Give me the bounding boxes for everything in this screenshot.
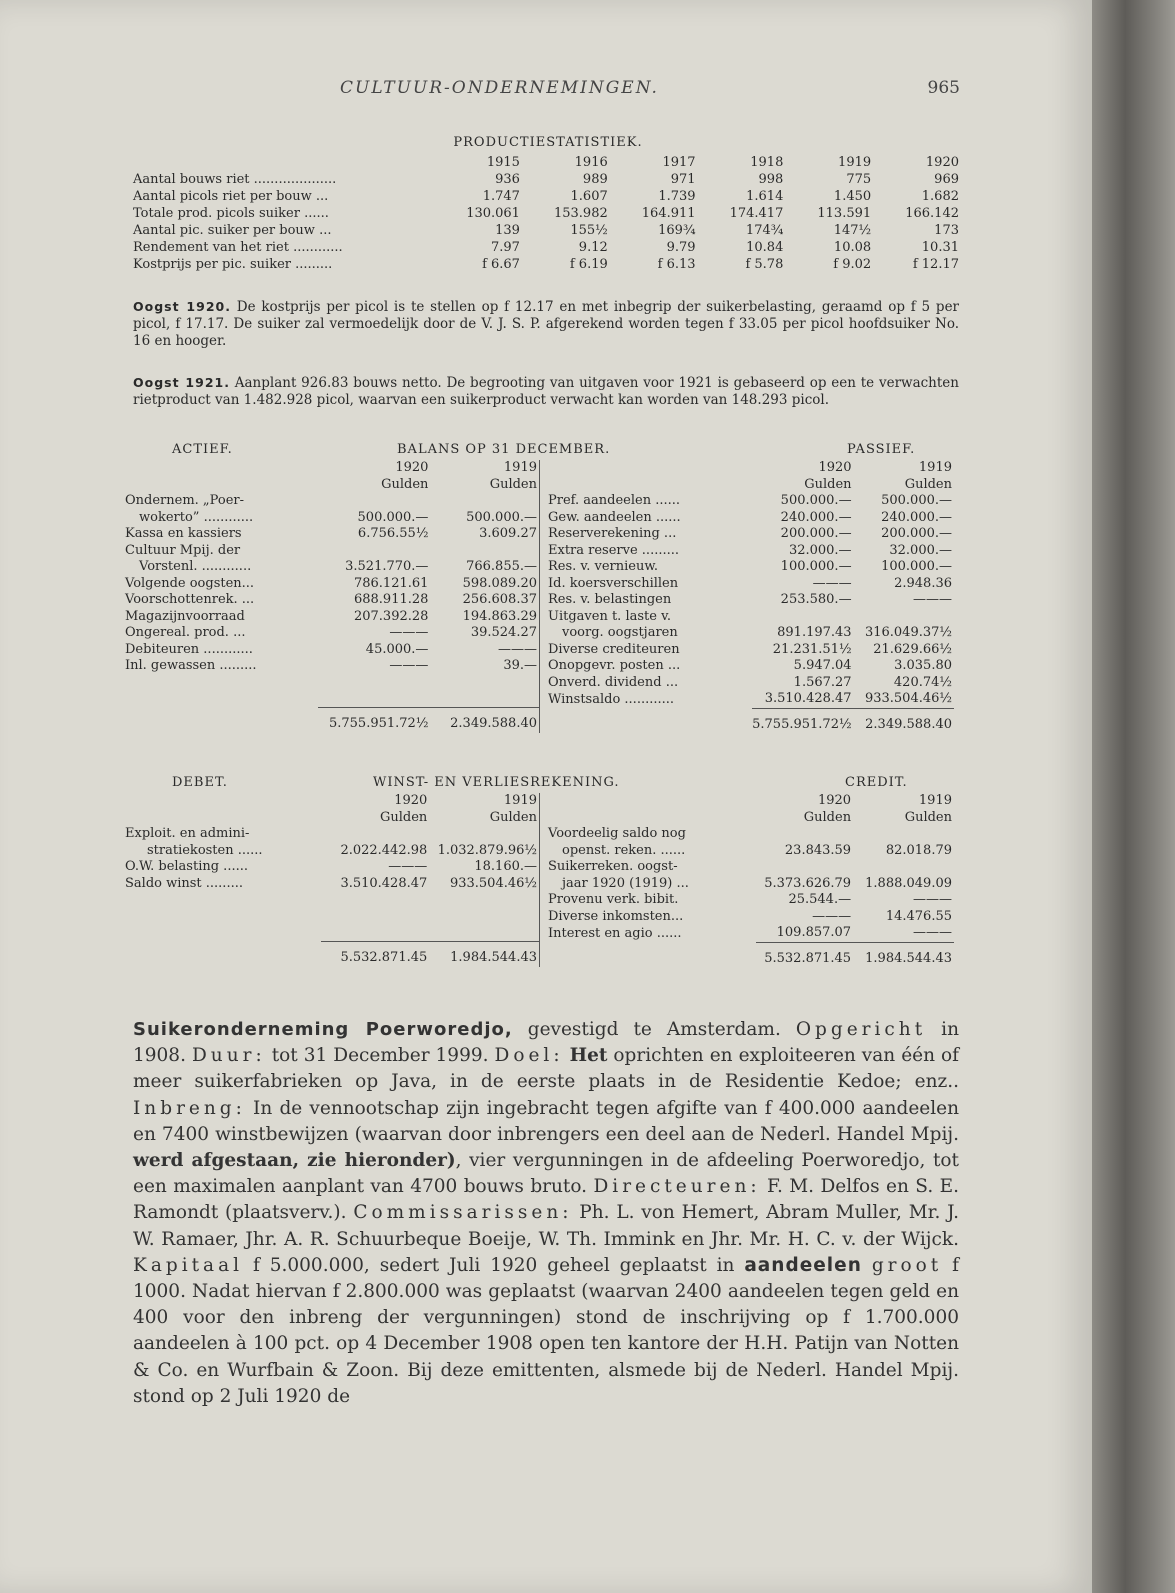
value-cell: 10.08 [833,240,872,255]
value-cell: 174.417 [729,206,784,221]
harvest-1920-text: De kostprijs per picol is te stellen op f 12.17 en met inbegrip der suikerbelasting, geraamd op f 5 per picol, f 17.17. De suiker zal vermoedelijk door de V. J. S. P. afgerekend worden tegen f 33.05 per picol hoofdsuiker No. 16 en hooger. [133,299,960,349]
keyword-aandeelen: aandeelen [744,1254,862,1276]
harvest-1921-text: Aanplant 926.83 bouws netto. De begrooting van uitgaven voor 1921 is gebaseerd op een te verwachten rietproduct van 1.482.928 picol, waarvan een suikerproduct verwacht kan worden van 148.293 picol. [133,375,959,408]
production-row [133,239,963,256]
unit-header: Gulden [489,809,537,825]
asset-row: wokerto” ............ 500.000.— 500.000.— [139,509,537,525]
total-cell: 5.532.871.45 [756,942,853,967]
year-cell: 1918 [750,155,784,170]
value-cell: 130.061 [466,206,520,221]
unit-header: Gulden [803,809,852,825]
production-row [133,256,963,273]
unit-header: Gulden [489,476,537,492]
keyword-groot: groot [871,1254,943,1276]
asset-row: Magazijnvoorraad 207.392.28 194.863.29 [125,608,537,624]
value-cell: f 6.13 [657,257,696,272]
total-cell: 5.755.951.72½ [318,708,430,733]
value-cell: 1.682 [921,189,959,204]
harvest-1920-label: Oogst 1920. [133,299,231,314]
total-cell: 5.755.951.72½ [752,708,853,733]
actief-heading: ACTIEF. [172,442,233,457]
year-cell: 1920 [925,155,959,170]
harvest-1921-label: Oogst 1921. [133,375,230,390]
value-cell: 9.12 [578,240,608,255]
total-cell: 2.349.588.40 [430,708,539,733]
value-cell: 775 [846,172,872,187]
keyword-opgericht: Opgericht [795,1019,927,1040]
value-cell: f 12.17 [912,257,959,272]
value-cell: 7.97 [491,240,520,255]
value-cell: 1.450 [833,189,872,204]
row-label: Totale prod. picols suiker ...... [133,206,329,221]
harvest-1921-paragraph [133,374,959,409]
credit-total-row [540,942,954,967]
liability-row: Res. v. vernieuw. 100.000.— 100.000.— [548,559,952,574]
production-row [133,205,963,222]
production-row [133,171,963,188]
running-header [130,78,960,102]
value-cell: 1.614 [746,189,784,204]
liability-row: Diverse crediteuren 21.231.51½ 21.629.66½ [548,641,952,657]
liability-row: voorg. oogstjaren 891.197.43 316.049.37½ [562,625,952,640]
credit-row: Suikerreken. oogst- [548,859,678,874]
value-cell: 971 [670,172,696,187]
asset-row: Volgende oogsten... 786.121.61 598.089.20 [125,575,537,591]
unit-header: Gulden [379,809,428,825]
row-label: Aantal picols riet per bouw ... [133,189,329,204]
year-header: 1919 [918,460,952,475]
asset-row: Ondernem. „Poer- [125,493,244,508]
balance-assets [125,460,539,733]
year-cell: 1915 [486,155,520,170]
company-paragraph: Suikeronderneming Poerworedjo, gevestigd te Amsterdam. Opgericht in 1908. Duur: tot 31 December 1999. Doel: Het oprichten en exploiteeren van één of meer suikerfabrieken op Java, in de eerste plaats in de Residentie Kedoe; enz.. Inbreng: In de vennootschap zijn ingebracht tegen afgifte van f 400.000 aandeelen en 7400 winstbewijzen (waarvan door inbrengers een deel aan de Nederl. Handel Mpij. werd afgestaan, zie hieronder), vier vergunningen in de afdeeling Poerworedjo, tot een maximalen aanplant van 4700 bouws bruto. Directeuren: F. M. Delfos en S. E. Ramondt (plaatsverv.). Commissarissen: Ph. L. von Hemert, Abram Muller, Mr. J. W. Ramaer, Jhr. A. R. Schuurbeque Boeije, W. Th. Immink en Jhr. Mr. H. C. v. der Wijck. Kapitaal f 5.000.000, sedert Juli 1920 geheel geplaatst in aandeelen groot f 1000. Nadat hiervan f 2.800.000 was geplaatst (waarvan 2400 aandeelen tegen geld en 400 voor den inbreng der vergunningen) stond de inschrijving op f 1.700.000 aandeelen à 100 pct. op 4 December 1908 open ten kantore der H.H. Patijn van Notten & Co. en Wurfbain & Zoon. Bij deze emittenten, alsmede bij de Nederl. Handel Mpij. stond op 2 Juli 1920 de [133,1019,959,1407]
production-caption: PRODUCTIESTATISTIEK. [453,135,643,150]
value-cell: 153.982 [553,206,608,221]
value-cell: 998 [758,172,784,187]
value-cell: f 5.78 [745,257,784,272]
production-year-row [133,154,963,171]
asset-row: Voorschottenrek. ... 688.911.28 256.608.37 [125,592,537,607]
assets-table [125,460,539,733]
value-cell: 147½ [833,223,872,238]
keyword-commissarissen: Commissarissen: [353,1202,573,1224]
value-cell: 169¾ [658,223,696,238]
assets-total-row [125,708,539,733]
value-cell: 989 [582,172,608,187]
value-cell: 174¾ [745,223,784,238]
book-page-edge [1092,0,1175,1593]
production-statistics [133,135,963,273]
value-cell: 1.607 [570,189,608,204]
credit-row: openst. reken. ...... 23.843.59 82.018.79 [562,842,952,858]
liability-row: Res. v. belastingen 253.580.— ——— [548,592,952,607]
liability-row: Onverd. dividend ... 1.567.27 420.74½ [548,674,952,690]
company-description [133,1017,959,1410]
unit-header: Gulden [381,476,429,492]
liability-row: Winstsaldo ............ 3.510.428.47 933.504.46½ [548,691,952,707]
credit-row: Voordeelig saldo nog [548,826,686,841]
credit-row: Diverse inkomsten... ——— 14.476.55 [548,908,952,924]
asset-row: Cultuur Mpij. der [125,542,241,558]
asset-row: Inl. gewassen ......... ——— 39.— [125,658,537,673]
unit-header: Gulden [904,809,952,825]
debet-heading: DEBET. [172,775,228,790]
asset-row: Ongereal. prod. ... ——— 39.524.27 [125,625,537,640]
liability-row: Id. koersverschillen ——— 2.948.36 [548,575,952,591]
liabilities-total-row [540,708,954,733]
pl-columns [125,793,965,967]
year-cell: 1916 [574,155,608,170]
value-cell: 9.79 [666,240,696,255]
value-cell: 155½ [570,223,608,238]
liability-row: Pref. aandeelen ...... 500.000.— 500.000.— [548,493,952,508]
liability-row: Gew. aandeelen ...... 240.000.— 240.000.— [548,509,952,525]
keyword-inbreng: Inbreng: [133,1097,246,1119]
year-cell: 1919 [838,155,872,170]
profit-loss-account [125,775,965,967]
total-cell: 2.349.588.40 [854,708,954,733]
keyword-directeuren: Directeuren: [593,1176,761,1198]
row-label: Aantal bouws riet .................... [133,172,337,187]
harvest-1920-paragraph [133,298,959,350]
value-cell: 113.591 [817,206,872,221]
value-cell: 10.84 [746,240,784,255]
passief-heading: PASSIEF. [847,442,916,457]
liability-row: Uitgaven t. laste v. [548,608,672,624]
year-header: 1919 [503,460,537,475]
year-header: 1920 [817,793,852,808]
value-cell: 936 [495,172,520,187]
row-label: Rendement van het riet ............ [133,240,343,255]
page-number: 965 [927,78,960,98]
pl-credit [540,793,954,967]
keyword-kapitaal: Kapitaal [133,1254,244,1276]
debit-total-row [125,942,539,967]
balance-columns [125,460,965,733]
value-cell: 1.747 [482,189,520,204]
year-header: 1920 [394,793,428,808]
balance-liabilities [540,460,954,733]
debit-row: O.W. belasting ...... ——— 18.160.— [125,859,537,874]
asset-row: Debiteuren ............ 45.000.— ——— [125,641,537,657]
value-cell: 10.31 [921,240,959,255]
balance-sheet [125,442,965,733]
value-cell: f 9.02 [833,257,872,272]
value-cell: 1.739 [658,189,696,204]
debit-row: stratiekosten ...... 2.022.442.98 1.032.879.96½ [147,842,537,858]
year-header: 1919 [503,793,537,808]
value-cell: f 6.19 [569,257,608,272]
value-cell: 164.911 [641,206,696,221]
credit-heading: CREDIT. [845,775,908,790]
company-name: Suikeronderneming Poerworedjo, [133,1019,513,1040]
total-cell: 1.984.544.43 [429,942,539,967]
total-cell: 1.984.544.43 [853,942,954,967]
debit-table [125,793,539,967]
liabilities-table [540,460,954,733]
value-cell: 166.142 [905,206,959,221]
credit-row: Interest en agio ...... 109.857.07 ——— [548,925,952,941]
year-header: 1919 [918,793,952,808]
value-cell: f 6.67 [482,257,520,272]
header-title: CULTUUR-ONDERNEMINGEN. [340,78,659,98]
asset-row: Kassa en kassiers 6.756.55½ 3.609.27 [125,526,537,541]
balance-headings [125,442,965,460]
year-cell: 1917 [662,155,696,170]
pl-title: WINST- EN VERLIESREKENING. [373,775,620,790]
balance-title: BALANS OP 31 DECEMBER. [397,442,611,457]
pl-debit [125,793,539,967]
year-header: 1920 [395,460,429,475]
unit-header: Gulden [804,476,852,492]
production-table [133,154,963,273]
liability-row: Extra reserve ......... 32.000.— 32.000.— [548,542,952,558]
liability-row: Onopgevr. posten ... 5.947.04 3.035.80 [548,658,952,673]
row-label: Aantal pic. suiker per bouw ... [133,223,332,238]
production-row [133,222,963,239]
year-header: 1920 [818,460,852,475]
keyword-doel: Doel: [494,1045,564,1067]
value-cell: 969 [934,172,959,187]
total-cell: 5.532.871.45 [321,942,430,967]
credit-row: Provenu verk. bibit. 25.544.— ——— [548,892,952,907]
credit-row: jaar 1920 (1919) ... 5.373.626.79 1.888.049.09 [562,875,952,891]
pl-headings [125,775,965,793]
unit-header: Gulden [904,476,952,492]
credit-table [540,793,954,967]
debit-row: Exploit. en admini- [125,826,250,841]
production-row [133,188,963,205]
row-label: Kostprijs per pic. suiker ......... [133,257,333,272]
asset-row: Vorstenl. ............ 3.521.770.— 766.855.— [139,559,537,574]
value-cell: 139 [495,223,520,238]
debit-row: Saldo winst ......... 3.510.428.47 933.504.46½ [125,875,537,891]
value-cell: 173 [934,223,959,238]
keyword-duur: Duur: [191,1045,266,1067]
liability-row: Reserverekening ... 200.000.— 200.000.— [548,526,952,541]
